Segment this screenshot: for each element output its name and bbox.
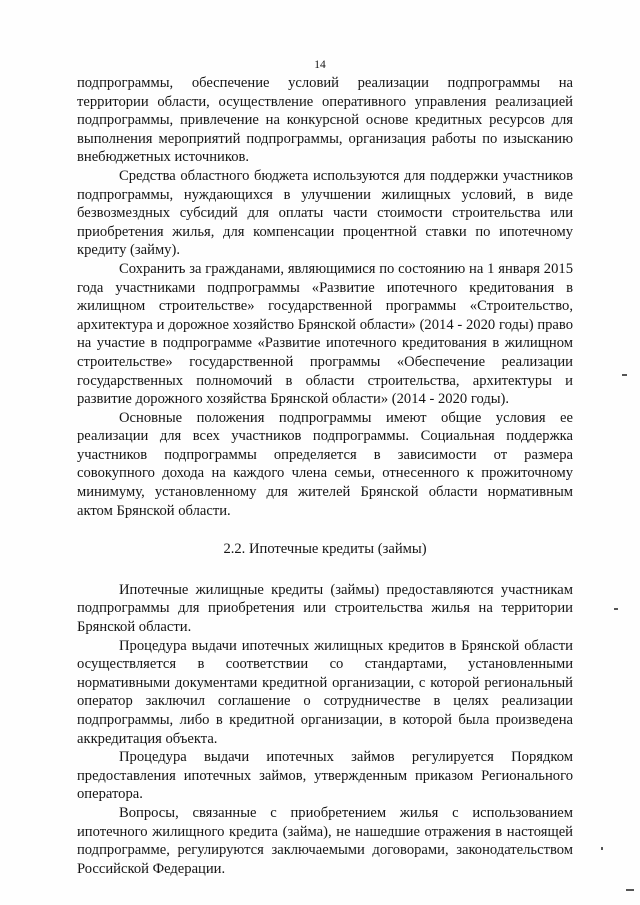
section-heading: 2.2. Ипотечные кредиты (займы): [223, 541, 427, 558]
scan-artifact-mark: [626, 889, 634, 891]
paragraph: подпрограммы, обеспечение условий реализации подпрограммы на территории области, осуществление оперативного управления реализацией подпрограммы, привлечение на конкурсной основе кредитных ресурсов для выполнения мероприятий подпрограммы, организация работы по изысканию внебюджетных источников.: [77, 75, 573, 166]
paragraph: Ипотечные жилищные кредиты (займы) предоставляются участникам подпрограммы для приобретения или строительства жилья на территории Брянской области.: [77, 581, 573, 636]
paragraph: Процедура выдачи ипотечных жилищных кредитов в Брянской области осуществляется в соответствии со стандартами, установленными нормативными документами кредитной организации, с которой региональный оператор заключил соглашение о сотрудничестве в целях реализации подпрограммы, либо в кредитной организации, в которой была произведена аккредитация объекта.: [77, 637, 573, 747]
paragraph: Основные положения подпрограммы имеют общие условия ее реализации для всех участников подпрограммы. Социальная поддержка участников подпрограммы определяется в зависимости от размера совокупного дохода на каждого члена семьи, отнесенного к прожиточному минимуму, установленному для жителей Брянской области нормативным актом Брянской области.: [77, 409, 573, 519]
paragraph: Вопросы, связанные с приобретением жилья с использованием ипотечного жилищного кредита (займа), не нашедшие отражения в настоящей подпрограмме, регулируются заключаемыми договорами, законодательством Российской Федерации.: [77, 804, 573, 877]
paragraph: Сохранить за гражданами, являющимися по состоянию на 1 января 2015 года участниками подпрограммы «Развитие ипотечного кредитования в жилищном строительстве» государственной программы «Строительство, архитектура и дорожное хозяйство Брянской области» (2014 - 2020 годы) право на участие в подпрограмме «Развитие ипотечного кредитования в жилищном строительстве» государственной программы «Обеспечение реализации государственных полномочий в области строительства, архитектуры и развитие дорожного хозяйства Брянской области» (2014 - 2020 годы).: [77, 260, 573, 408]
page-number: 14: [314, 59, 326, 71]
document-body: [77, 74, 573, 878]
scan-artifact-mark: [601, 847, 603, 850]
scan-artifact-mark: [614, 608, 618, 610]
scan-artifact-mark: [622, 374, 627, 376]
paragraph: Процедура выдачи ипотечных займов регулируется Порядком предоставления ипотечных займов, утвержденным приказом Регионального оператора.: [77, 749, 573, 803]
paragraph: Средства областного бюджета используются для поддержки участников подпрограммы, нуждающихся в улучшении жилищных условий, в виде безвозмездных субсидий для оплаты части стоимости строительства или приобретения жилья, для компенсации процентной ставки по ипотечному кредиту (займу).: [77, 167, 573, 259]
